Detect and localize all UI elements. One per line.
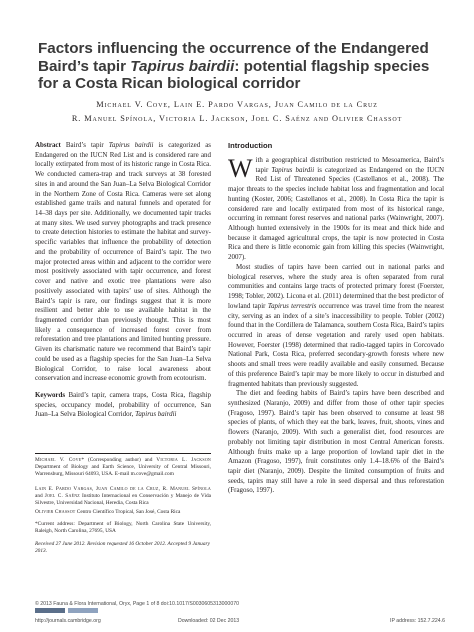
author-line-2: R. Manuel Spínola, Victoria L. Jackson, Joel C. Saénz and Olivier Chassot <box>71 113 403 123</box>
paragraph-text: Most studies of tapirs have been carried out in national parks and biological reserves, where the study area is often separated from rural communities and contains large tracts of protected primary forest (Foerster, 1998; Tobler, 2002). Licona et al. (2011) determined that the best predictor of lowland tapir <box>228 262 444 310</box>
author-list <box>20 98 454 125</box>
paragraph-3: The diet and feeding habits of Baird’s tapirs have been described and synthesized (Naranjo, 2009) and differ from those of other tapir species (Fragoso, 1997). Baird’s tapir has been observed to consume at least 98 species of plants, of which they eat the bark, leaves, fruit, shoots, vines and flowers (Naranjo, 2009). With such a generalist diet, food resources are probably not limiting tapir distribution in most Central American forests. Although fruits make up a large proportion of lowland tapir diet in the Amazon (Fragoso, 1997), fruit constitutes only 1.4–18.6% of the Baird’s tapir diet (Naranjo, 2009). Despite the limited consumption of fruits and seeds, tapirs may still have a role in seed dispersal and thus reforestation (Fragoso, 1997). <box>228 389 444 495</box>
journal-url[interactable]: http://journals.cambridge.org <box>35 618 101 624</box>
affiliation-2 <box>35 486 211 507</box>
current-address: *Current address: Department of Biology, North Carolina State University, Raleigh, North Carolina, 27695, USA <box>35 521 211 535</box>
affil-address: Department of Biology and Earth Science, University of Central Missouri, Warrensburg, Missouri 64093, USA. E-mail m.cove@gmail.com <box>35 464 211 478</box>
title-text: Factors influencing the occurrence of the Endangered Baird’s tapir <box>38 40 429 75</box>
affil-names: Lain E. Pardo Vargas, Juan Camilo de la Cruz, R. Manuel Spínola <box>35 486 211 492</box>
abstract <box>35 141 211 384</box>
section-heading-introduction: Introduction <box>228 141 273 150</box>
paragraph-text-2: occurrence was travel time from the nearest city, serving as an index of a site’s inaccessibility to people. Tobler (2002) found that in the Cordillera de Talamanca, southern Costa Rica, Baird’s tapirs occurred in areas of dense vegetation and rarely used open habitats. However, Foerster (1998) determined that radio-tagged tapirs in Corcovado National Park, Costa Rica, preferred secondary-growth forests where new shoots and small trees were readily available and easily consumed. Because of this preference Baird’s tapir may be more likely to occur in disturbed and fragmented habitats than previously suggested. <box>228 301 444 388</box>
affiliation-divider <box>35 453 211 454</box>
article-title <box>38 40 448 93</box>
right-column <box>228 141 444 496</box>
received-dates: Received 27 June 2012. Revision requested 16 October 2012. Accepted 9 January 2013. <box>35 541 210 555</box>
keywords-species: Tapirus bairdii <box>135 410 177 419</box>
introduction-body <box>228 156 444 496</box>
keywords-label: Keywords <box>35 390 66 399</box>
affil-names-2: Victoria L. Jackson <box>156 457 212 463</box>
affiliation-3 <box>35 509 211 516</box>
affil-names: Michael V. Cove <box>35 457 82 463</box>
affil-names-2: Joel C. Saénz <box>44 493 80 500</box>
journals-logo <box>68 608 98 613</box>
keywords-text: Baird’s tapir, camera traps, Costa Rica, flagship species, occupancy model, probability of occurrence, San Juan–La Selva Biological Corridor, <box>35 390 211 419</box>
paragraph-text-2: is categorized as Endangered on the IUCN Red List of Threatened Species (Castellanos et al., 2008). The major threats to the species include habitat loss and fragmentation and local hunting (Koster, 2006; Castellanos et al., 2008). In Costa Rica the tapir is considered rare and locally extirpated from most of its historical range, occurring in remnant forest reserves and national parks (Wainwright, 2007). Although hunted extensively in the 1900s for its meat and thick hide and because it damaged agricultural crops, the tapir is now protected in Costa Rica and there is little economic gain from killing this species (Wainwright, 2007). <box>228 165 444 262</box>
affil-text: and <box>35 493 45 500</box>
author-line-1: Michael V. Cove, Lain E. Pardo Vargas, Juan Camilo de la Cruz <box>96 100 378 109</box>
affiliation-1 <box>35 457 211 478</box>
paragraph-text: ith a geographical distribution restricted to Mesoamerica, Baird’s tapir <box>255 156 444 174</box>
ip-address: IP address: 152.7.224.6 <box>390 618 445 624</box>
paragraph-2 <box>228 263 444 389</box>
affil-address: Centro Científico Tropical, San José, Costa Rica <box>75 509 181 515</box>
paragraph-1 <box>228 156 444 263</box>
keywords <box>35 391 211 420</box>
title-text-end: : potential flagship species for a Costa Rican biological corridor <box>38 57 430 92</box>
affil-text: * (Corresponding author) and <box>81 457 157 463</box>
paragraph-species: Tapirus bairdii <box>271 165 315 174</box>
abstract-text: Baird’s tapir <box>60 141 109 149</box>
left-column <box>35 141 211 420</box>
abstract-species: Tapirus bairdii <box>108 141 154 149</box>
drop-cap: W <box>228 154 253 183</box>
copyright-line: © 2013 Fauna & Flora International, Oryx, Page 1 of 8 doi:10.1017/S0030605313000070 <box>35 601 239 607</box>
affil-names: Olivier Chassot <box>35 509 76 515</box>
abstract-text-2: is categorized as Endangered on the IUCN Red List and is considered rare and locally extirpated from most of its historic range in Costa Rica. We conducted camera-trap and track surveys at 38 forested sites in and around the San Juan–La Selva Biological Corridor in the Northern Zone of Costa Rica. Cameras were set along established game trails and natural funnels and operated for 14–38 days per site. Additionally, we documented tapir tracks at many sites. We used survey photographs and track presence to create detection histories to estimate the habitat and survey-specific variables that influence the probability of detection and the probability of occurrence of Baird’s tapir. The two major protected areas within and adjacent to the corridor were most positively associated with tapir occurrence, and forest cover and native and exotic tree plantations were also positively associated with tapirs’ use of sites. Although the Baird’s tapir is rare, our findings suggest that it is more resilient and better able to use available habitat in the fragmented corridor than previously thought. This is most likely a consequence of increased forest cover from reforestation and tree plantations and limited hunting pressure. Given its charismatic nature we recommend that Baird’s tapir could be used as a flagship species for the San Juan–La Selva Biological Corridor, to raise local awareness about conservation and increase economic growth from ecotourism. <box>35 141 211 383</box>
title-species: Tapirus bairdii <box>130 57 235 75</box>
abstract-label: Abstract <box>35 141 61 149</box>
affil-address: Instituto Internacional en Conservación y Manejo de Vida Silvestre, Universidad Nacional, Heredia, Costa Rica <box>35 493 211 507</box>
crossmark-logo <box>35 608 65 613</box>
paragraph-species: Tapirus terrestris <box>267 301 317 310</box>
download-date: Downloaded: 02 Dec 2013 <box>178 618 240 624</box>
